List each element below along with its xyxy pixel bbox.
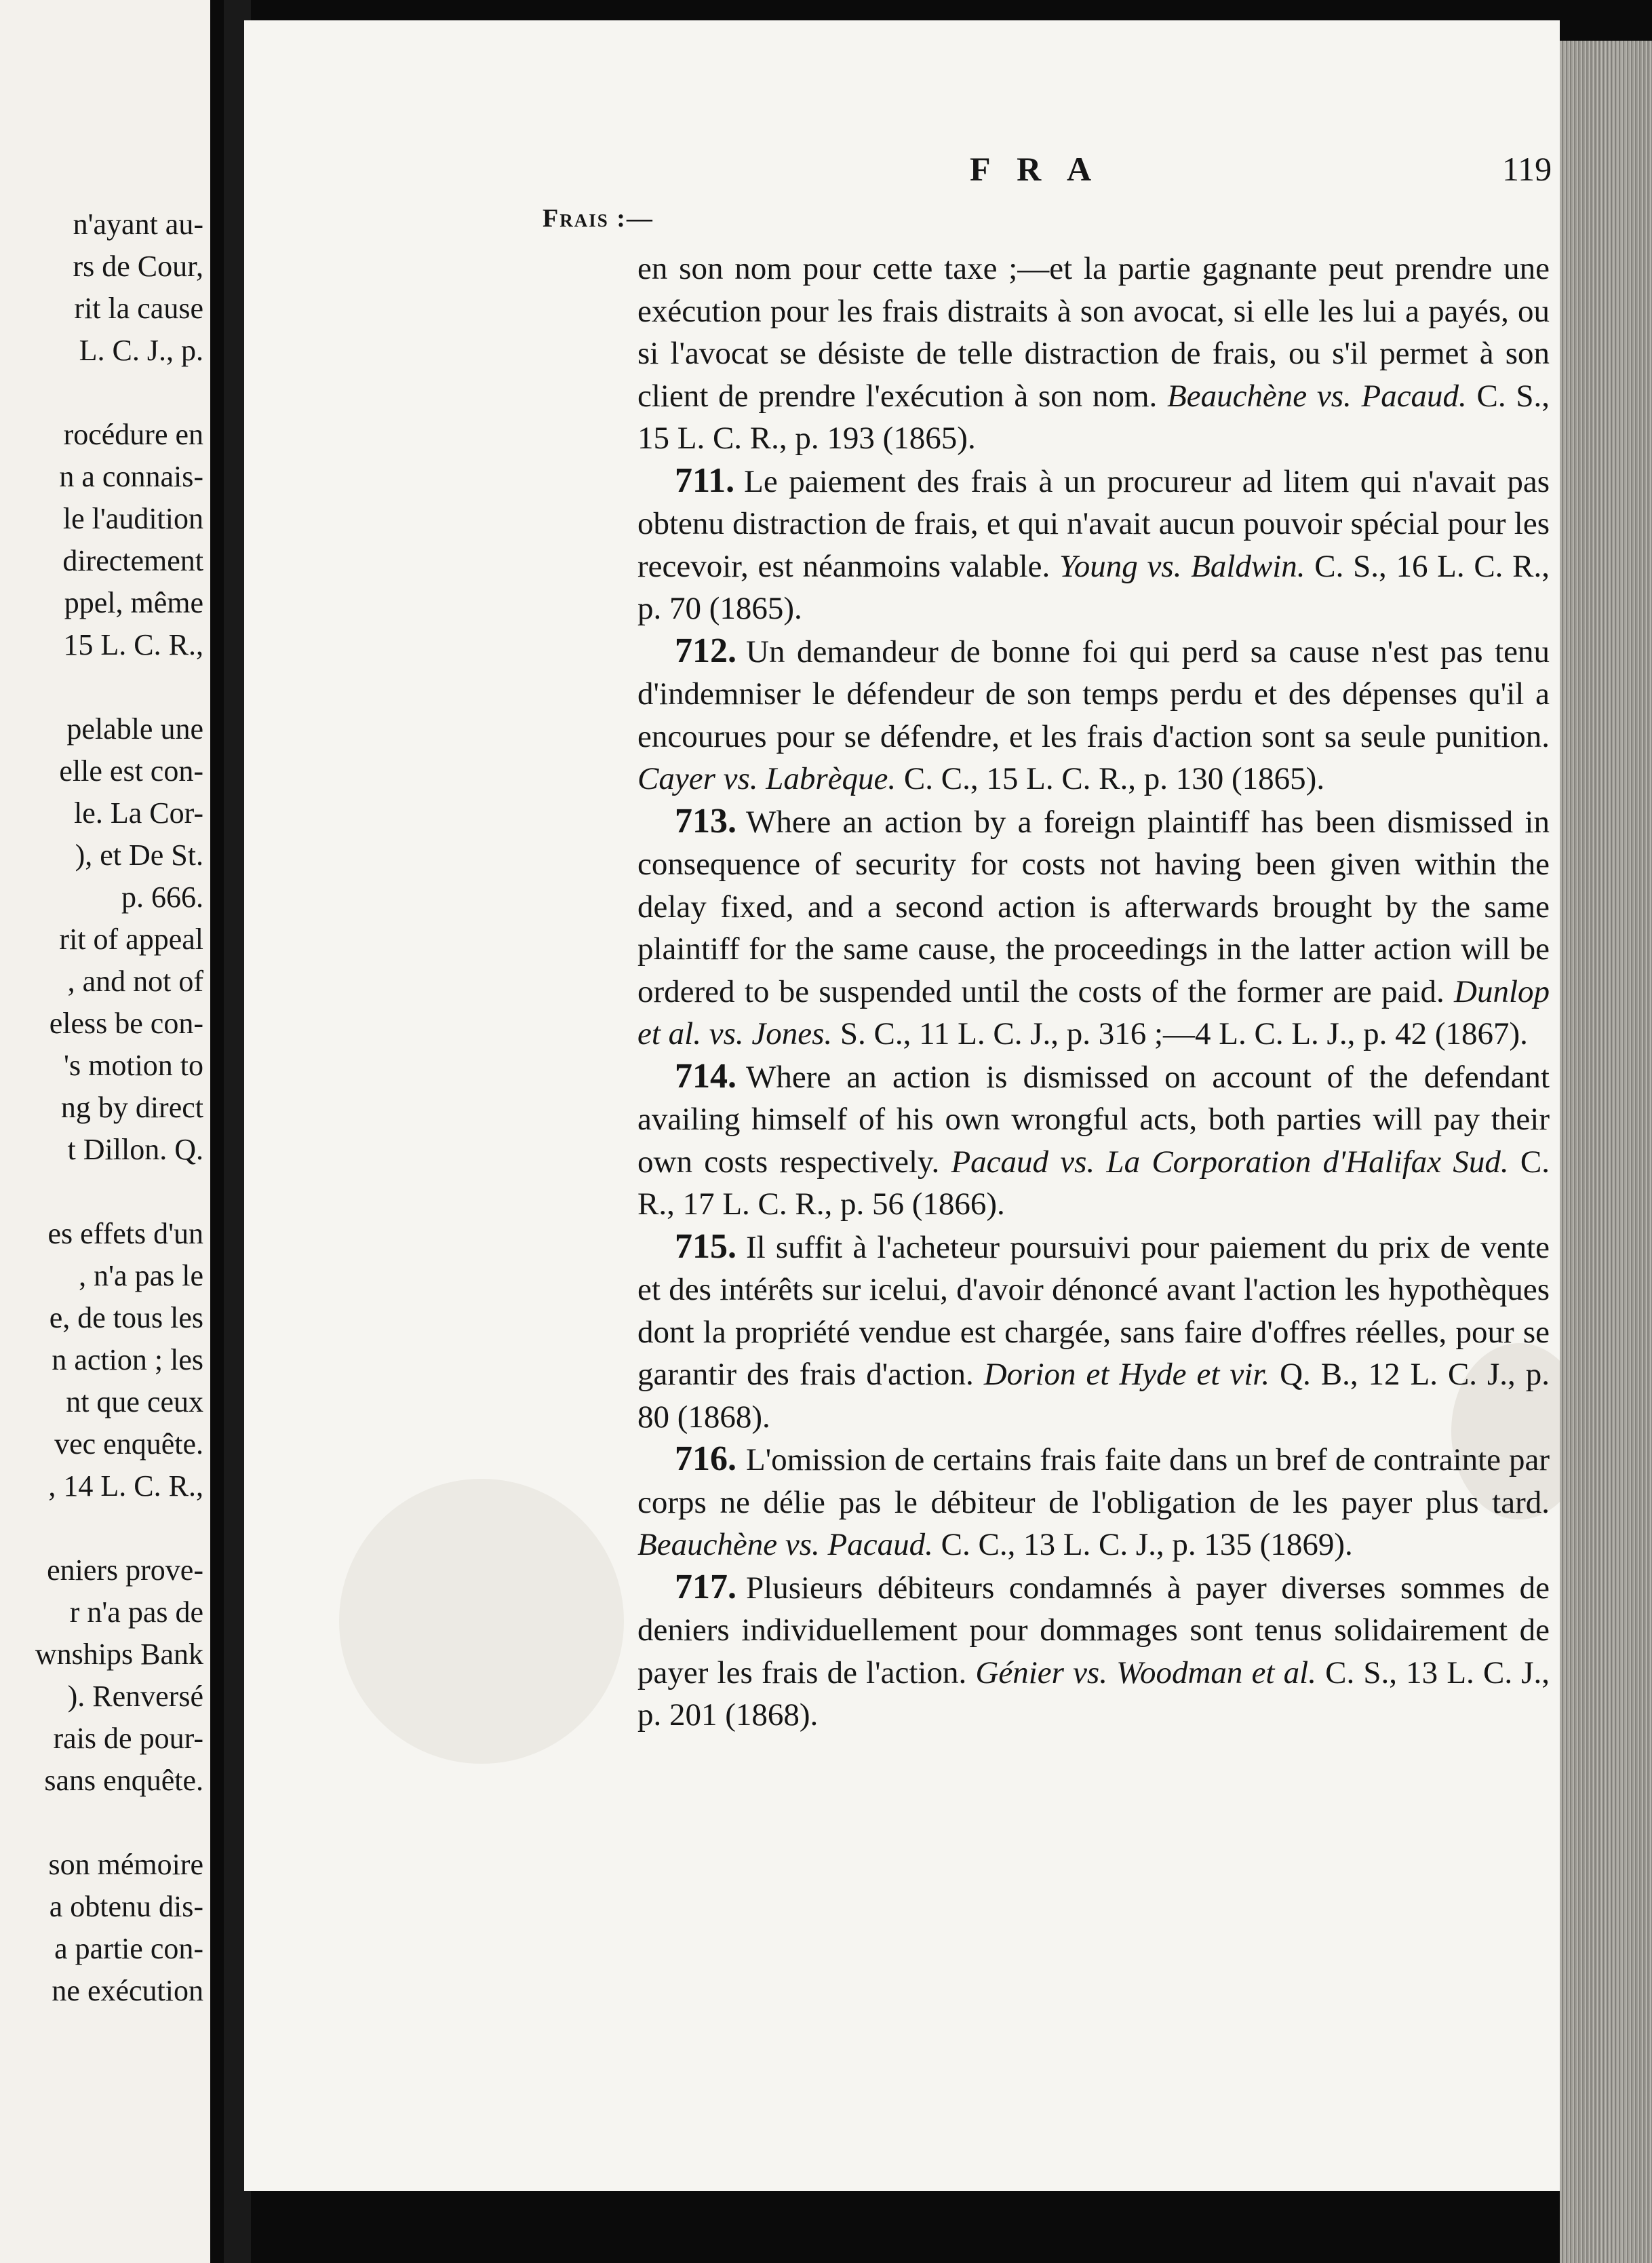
- entry-text: Il suffit à l'acheteur poursuivi pour paiement du prix de vente et des intérêts sur icelui, d'avoir dénoncé avant l'action les hypothèques dont la propriété vendue est chargée, sans faire d'offres réelles, pour se garantir des frais d'action.: [637, 1229, 1550, 1392]
- report-reference: C. S., 13 L. C. J., p. 201 (1868).: [637, 1655, 1550, 1733]
- previous-page-line: ppel, même: [64, 586, 203, 619]
- report-reference: C. S., 15 L. C. R., p. 193 (1865).: [637, 378, 1550, 456]
- report-reference: S. C., 11 L. C. J., p. 316 ;—4 L. C. L. J., p. 42 (1867).: [840, 1016, 1528, 1051]
- case-citation: Dorion et Hyde et vir.: [983, 1357, 1270, 1392]
- previous-page-line: ), et De St.: [75, 838, 203, 872]
- case-entry: [637, 1438, 1550, 1566]
- entry-number: 714.: [675, 1056, 736, 1096]
- case-citation: Beauchène vs. Pacaud.: [637, 1527, 933, 1562]
- previous-page-line: [0, 1171, 203, 1213]
- previous-page-line: rit of appeal: [59, 923, 203, 956]
- previous-page-line: elle est con-: [59, 754, 203, 788]
- entry-text: Un demandeur de bonne foi qui perd sa cause n'est pas tenu d'indemniser le défendeur de son temps perdu et des dépenses qu'il a encourues pour se défendre, et les frais d'action sont sa seule punition.: [637, 634, 1550, 754]
- previous-page-line: [0, 372, 203, 414]
- previous-page-text: [0, 204, 203, 2012]
- previous-page-line: vec enquête.: [54, 1427, 203, 1461]
- previous-page-line: [0, 1802, 203, 1844]
- book-fore-edge: [1560, 41, 1652, 2263]
- case-citation: Cayer vs. Labrèque.: [637, 761, 897, 796]
- previous-page-line: [0, 666, 203, 708]
- previous-page-line: le. La Cor-: [74, 796, 203, 830]
- running-head: Frais :—: [543, 204, 654, 233]
- previous-page-line: n action ; les: [52, 1343, 203, 1376]
- previous-page-line: ne exécution: [52, 1974, 203, 2007]
- entry-number: 717.: [675, 1567, 736, 1606]
- previous-page-line: 15 L. C. R.,: [63, 628, 203, 661]
- previous-page-line: sans enquête.: [44, 1764, 203, 1797]
- previous-page-line: rais de pour-: [53, 1722, 203, 1755]
- previous-page-line: le l'audition: [62, 502, 203, 535]
- previous-page-line: t Dillon. Q.: [67, 1133, 203, 1166]
- case-citation: Dunlop et al. vs. Jones.: [637, 973, 1550, 1051]
- previous-page-line: , 14 L. C. R.,: [48, 1469, 203, 1503]
- entry-number: 712.: [675, 631, 736, 670]
- entry-text: Plusieurs débiteurs condamnés à payer diverses sommes de deniers individuellement pour dommages sont tenus solidairement de payer les frais de l'action.: [637, 1570, 1550, 1690]
- entry-text: L'omission de certains frais faite dans un bref de contrainte par corps ne délie pas le débiteur de l'obligation de les payer plus tard.: [637, 1442, 1550, 1520]
- previous-page-line: rit la cause: [74, 292, 203, 325]
- previous-page-line: eless be con-: [49, 1007, 203, 1040]
- case-citation: Pacaud vs. La Corporation d'Halifax Sud.: [951, 1144, 1509, 1180]
- previous-page-line: 's motion to: [64, 1049, 203, 1082]
- previous-page-line: p. 666.: [121, 881, 203, 914]
- case-entry: [637, 1226, 1550, 1439]
- previous-page-fragment: [0, 0, 210, 2263]
- case-entry: [637, 630, 1550, 800]
- entry-text: Where an action is dismissed on account of the defendant availing himself of his own wrongful acts, both parties will pay their own costs respectively.: [637, 1059, 1550, 1180]
- previous-page-line: , and not of: [67, 965, 203, 998]
- report-reference: C. C., 15 L. C. R., p. 130 (1865).: [903, 761, 1325, 796]
- previous-page-line: a partie con-: [54, 1932, 203, 1965]
- previous-page-line: e, de tous les: [49, 1301, 203, 1334]
- water-stain: [339, 1479, 624, 1764]
- case-citation: Génier vs. Woodman et al.: [975, 1655, 1316, 1690]
- previous-page-line: directement: [62, 544, 203, 577]
- case-entry: [637, 248, 1550, 460]
- report-reference: C. S., 16 L. C. R., p. 70 (1865).: [637, 548, 1550, 626]
- previous-page-line: rocédure en: [63, 418, 203, 451]
- page-number: 119: [1502, 150, 1552, 188]
- previous-page-line: n a connais-: [59, 460, 203, 493]
- entry-text: Le paiement des frais à un procureur ad litem qui n'avait pas obtenu distraction de frais, et qui n'avait aucun pouvoir spécial pour les recevoir, est néanmoins valable.: [637, 463, 1550, 584]
- page-header: F R A: [970, 150, 1101, 188]
- previous-page-line: ). Renversé: [67, 1680, 203, 1713]
- previous-page-line: a obtenu dis-: [49, 1890, 203, 1923]
- previous-page-line: es effets d'un: [47, 1217, 203, 1250]
- entry-text: Where an action by a foreign plaintiff has been dismissed in consequence of security for costs not having been given within the delay fixed, and a second action is afterwards brought by the same plaintiff for the same cause, the proceedings in the latter action will be ordered to be suspended until the costs of the former are paid.: [637, 804, 1550, 1009]
- case-entry: [637, 460, 1550, 630]
- previous-page-line: pelable une: [66, 712, 203, 746]
- book-page: [244, 20, 1560, 2191]
- previous-page-line: [0, 1507, 203, 1549]
- previous-page-line: eniers prove-: [47, 1553, 203, 1587]
- previous-page-line: rs de Cour,: [73, 250, 203, 283]
- report-reference: C. R., 17 L. C. R., p. 56 (1866).: [637, 1144, 1550, 1222]
- entry-number: 711.: [675, 461, 735, 500]
- previous-page-line: wnships Bank: [35, 1638, 203, 1671]
- case-entry: [637, 1566, 1550, 1737]
- entry-number: 713.: [675, 801, 736, 840]
- entry-text: en son nom pour cette taxe ;—et la partie gagnante peut prendre une exécution pour les frais distraits à son avocat, si elle les lui a payés, ou si l'avocat se désiste de telle distraction de frais, ou s'il permet à son client de prendre l'exécution à son nom.: [637, 251, 1550, 414]
- entry-number: 715.: [675, 1226, 736, 1266]
- previous-page-line: L. C. J., p.: [79, 334, 203, 367]
- previous-page-line: nt que ceux: [66, 1385, 203, 1418]
- previous-page-line: ng by direct: [60, 1091, 203, 1124]
- previous-page-line: r n'a pas de: [69, 1595, 203, 1629]
- report-reference: C. C., 13 L. C. J., p. 135 (1869).: [941, 1527, 1353, 1562]
- previous-page-line: , n'a pas le: [79, 1259, 203, 1292]
- case-entry: [637, 1056, 1550, 1226]
- report-reference: Q. B., 12 L. C. J., p. 80 (1868).: [637, 1357, 1550, 1435]
- case-citation: Beauchène vs. Pacaud.: [1167, 378, 1467, 414]
- previous-page-line: n'ayant au-: [73, 208, 203, 241]
- case-citation: Young vs. Baldwin.: [1059, 548, 1305, 584]
- entry-number: 716.: [675, 1439, 736, 1478]
- case-entry: [637, 800, 1550, 1056]
- page-body: [637, 248, 1550, 1737]
- previous-page-line: son mémoire: [48, 1848, 203, 1881]
